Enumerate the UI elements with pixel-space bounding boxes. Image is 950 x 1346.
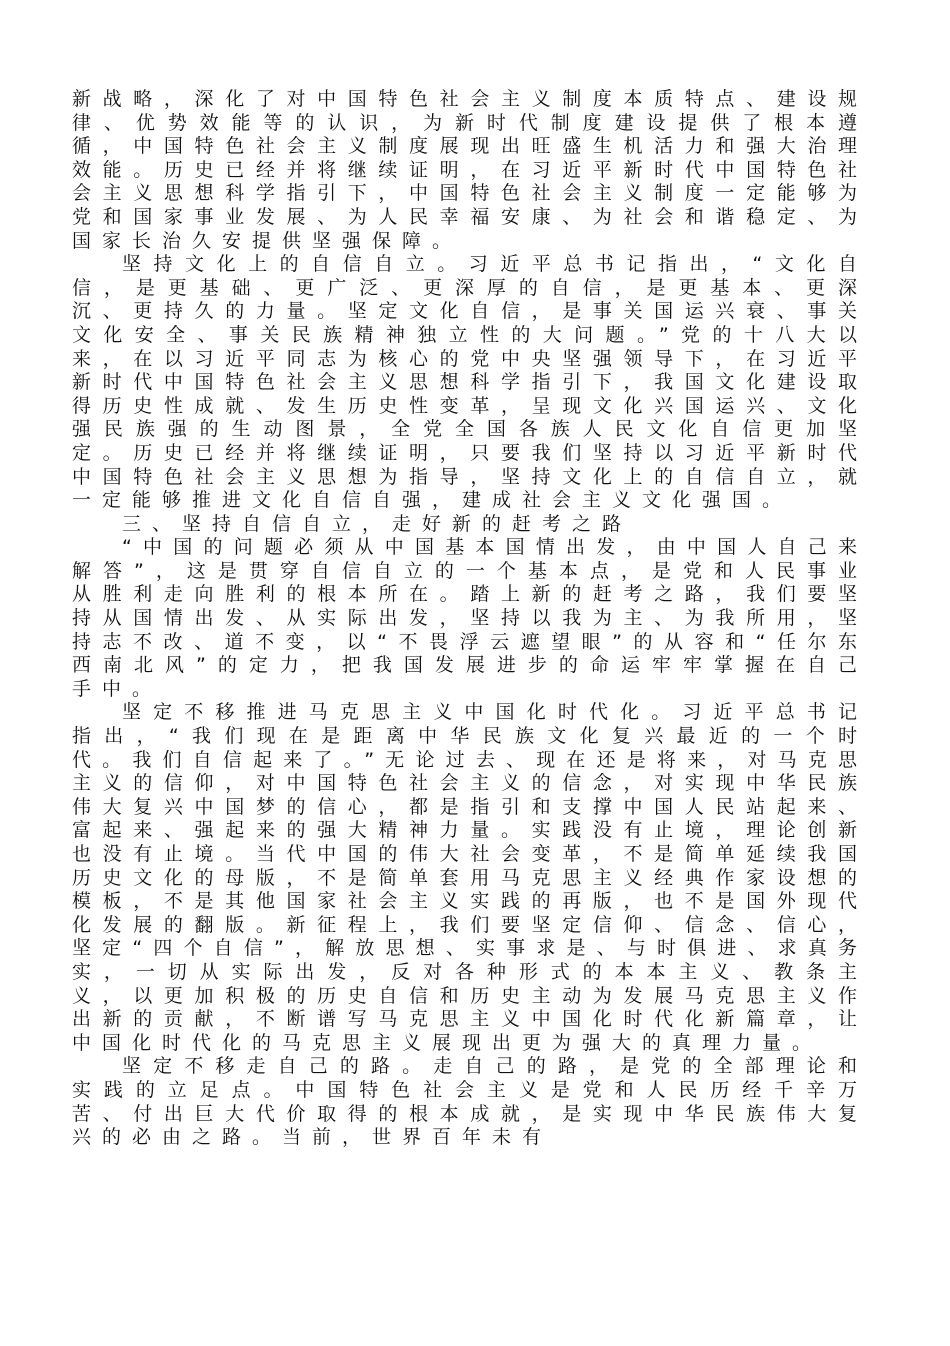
paragraph-new-exam-road: “中国的问题必须从中国基本国情出发，由中国人自己来解答”，这是贯穿自信自立的一个基本点，是党和人民事业从胜利走向胜利的根本所在。踏上新的赶考之路，我们要坚持从国情出发、从实际出发，坚持以我为主、为我所用，坚持志不改、道不变，以“不畏浮云遮望眼”的从容和“任尔东西南北风”的定力，把我国发展进步的命运牢牢掌握在自己手中。 (72, 536, 868, 700)
paragraph-marxism-sinicization: 坚定不移推进马克思主义中国化时代化。习近平总书记指出，“我们现在是距离中华民族文化复兴最近的一个时代。我们自信起来了。”无论过去、现在还是将来，对马克思主义的信仰，对中国特色社会主义的信念，对实现中华民族伟大复兴中国梦的信心，都是指引和支撑中国人民站起来、富起来、强起来的强大精神力量。实践没有止境，理论创新也没有止境。当代中国的伟大社会变革，不是简单延续我国历史文化的母版，不是简单套用马克思主义经典作家设想的模板，不是其他国家社会主义实践的再版，也不是国外现代化发展的翻版。新征程上，我们要坚定信仰、信念、信心，坚定“四个自信”，解放思想、实事求是、与时俱进、求真务实，一切从实际出发，反对各种形式的本本主义、教条主义，以更加积极的历史自信和历史主动为发展马克思主义作出新的贡献，不断谱写马克思主义中国化时代化新篇章，让中国化时代化的马克思主义展现出更为强大的真理力量。 (72, 701, 868, 1054)
section-heading-three: 三、坚持自信自立，走好新的赶考之路 (122, 512, 633, 535)
paragraph-own-path: 坚定不移走自己的路。走自己的路，是党的全部理论和实践的立足点。中国特色社会主义是党和人民历经千辛万苦、付出巨大代价取得的根本成就，是实现中华民族伟大复兴的必由之路。当前，世界百年未有 (72, 1055, 868, 1149)
paragraph-cultural-confidence: 坚持文化上的自信自立。习近平总书记指出，“文化自信，是更基础、更广泛、更深厚的自信，是更基本、更深沉、更持久的力量。坚定文化自信，是事关国运兴衰、事关文化安全、事关民族精神独立性的大问题。”党的十八大以来，在以习近平同志为核心的党中央坚强领导下，在习近平新时代中国特色社会主义思想科学指引下，我国文化建设取得历史性成就、发生历史性变革，呈现文化兴国运兴、文化强民族强的生动图景，全党全国各族人民文化自信更加坚定。历史已经并将继续证明，只要我们坚持以习近平新时代中国特色社会主义思想为指导，坚持文化上的自信自立，就一定能够推进文化自信自强，建成社会主义文化强国。 (72, 253, 868, 512)
document-page (72, 88, 868, 1150)
paragraph-institution: 新战略，深化了对中国特色社会主义制度本质特点、建设规律、优势效能等的认识，为新时代制度建设提供了根本遵循，中国特色社会主义制度展现出旺盛生机活力和强大治理效能。历史已经并将继续证明，在习近平新时代中国特色社会主义思想科学指引下，中国特色社会主义制度一定能够为党和国家事业发展、为人民幸福安康、为社会和谐稳定、为国家长治久安提供坚强保障。 (72, 88, 868, 252)
